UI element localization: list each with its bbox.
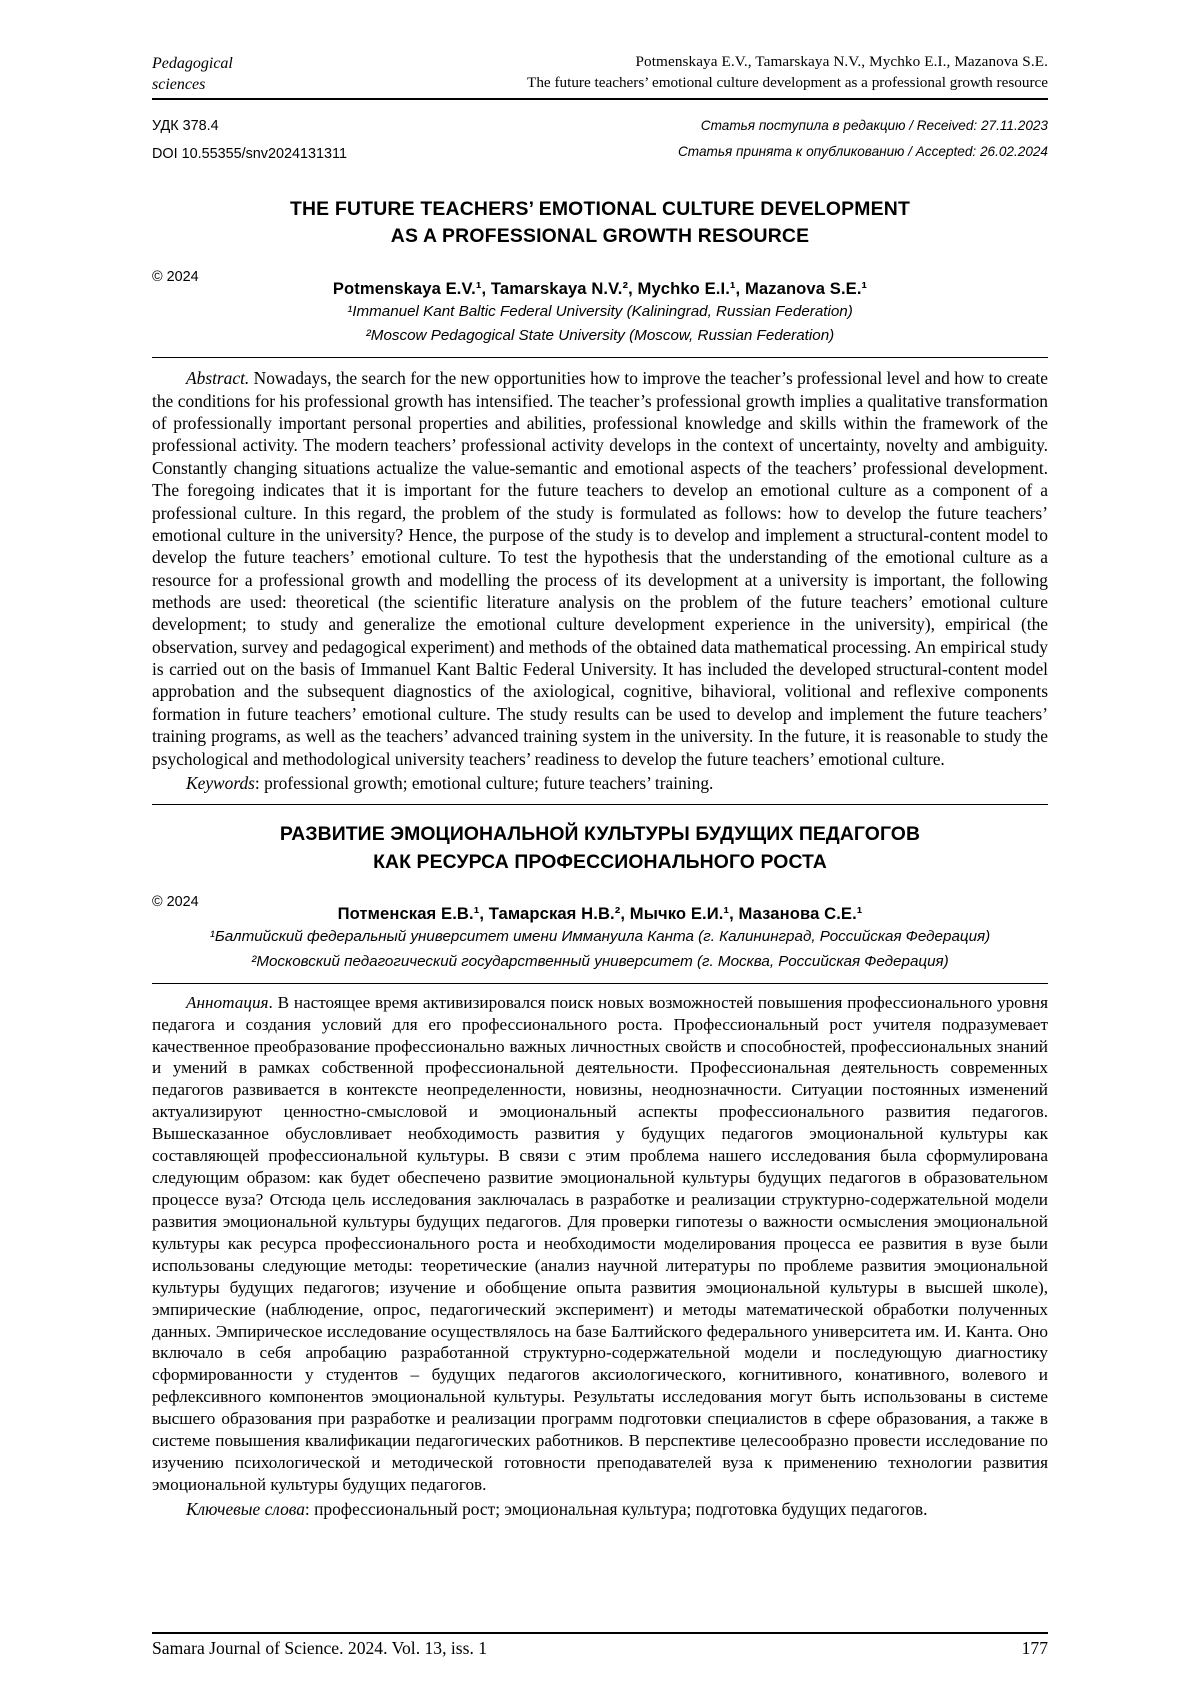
running-head-citation bbox=[233, 52, 1048, 94]
keywords-label-en: Keywords bbox=[186, 772, 255, 793]
keywords-ru bbox=[152, 1498, 1048, 1520]
abstract-ru bbox=[152, 992, 1048, 1496]
abstract-en bbox=[152, 367, 1048, 769]
authors-en: Potmenskaya E.V.¹, Tamarskaya N.V.², Mychko E.I.¹, Mazanova S.E.¹ bbox=[332, 279, 868, 299]
header-divider bbox=[152, 98, 1048, 100]
running-head-title: The future teachers’ emotional culture development as a professional growth resource bbox=[527, 73, 1048, 91]
accepted-date: Статья принята к опубликованию / Accepted: 26.02.2024 bbox=[677, 144, 1048, 160]
affiliation-ru-1: ¹Балтийский федеральный университет имени Иммануила Канта (г. Калининград, Российская Федерация) bbox=[209, 928, 991, 946]
abstract-label-en: Abstract. bbox=[186, 368, 250, 389]
received-date: Статья поступила в редакцию / Received: 27.11.2023 bbox=[700, 118, 1048, 134]
affiliation-en-2: ²Moscow Pedagogical State University (Moscow, Russian Federation) bbox=[365, 327, 835, 345]
page-number: 177 bbox=[1021, 1638, 1048, 1658]
dates-block bbox=[678, 113, 1048, 168]
article-title-en bbox=[152, 196, 1048, 251]
article-title-ru-line1: РАЗВИТИЕ ЭМОЦИОНАЛЬНОЙ КУЛЬТУРЫ БУДУЩИХ ПЕДАГОГОВ bbox=[279, 823, 921, 846]
authors-ru: Потменская Е.В.¹, Тамарская Н.В.², Мычко Е.И.¹, Мазанова С.Е.¹ bbox=[337, 904, 863, 924]
identifier-block bbox=[152, 113, 347, 168]
article-title-ru bbox=[152, 821, 1048, 876]
copyright-ru: © 2024 bbox=[152, 894, 199, 911]
keywords-label-ru: Ключевые слова bbox=[186, 1498, 305, 1519]
abstract-divider-en bbox=[152, 357, 1048, 358]
running-head bbox=[152, 52, 1048, 95]
keywords-text-ru: : профессиональный рост; эмоциональная культура; подготовка будущих педагогов. bbox=[304, 1498, 928, 1519]
article-title-en-line2: AS A PROFESSIONAL GROWTH RESOURCE bbox=[390, 225, 810, 248]
metadata-row bbox=[152, 113, 1048, 168]
udc-code: УДК 378.4 bbox=[152, 118, 219, 135]
abstract-label-ru: Аннотация bbox=[186, 992, 269, 1012]
footer-divider bbox=[152, 1632, 1048, 1634]
page-footer bbox=[152, 1632, 1048, 1659]
article-title-en-line1: THE FUTURE TEACHERS’ EMOTIONAL CULTURE DEVELOPMENT bbox=[289, 197, 911, 220]
running-head-authors: Potmenskaya E.V., Tamarskaya N.V., Mychko E.I., Mazanova S.E. bbox=[635, 53, 1048, 70]
copyright-en: © 2024 bbox=[152, 269, 199, 286]
affiliation-en-1: ¹Immanuel Kant Baltic Federal University (Kaliningrad, Russian Federation) bbox=[347, 303, 853, 321]
section-divider-ru bbox=[152, 804, 1048, 805]
running-head-section: Pedagogical sciences bbox=[152, 55, 233, 94]
abstract-text-ru: . В настоящее время активизировался поиск новых возможностей повышения профессионального уровня педагога и создания условий для его профессионального роста. Профессиональный рост учителя подразумевает качественное преобразование профессионально важных личностных свойств и способностей, профессиональных знаний и умений в рамках собственной профессиональной деятельности. Профессиональная деятельность современных педагогов развивается в контексте неопределенности, новизны, неоднозначности. Ситуации постоянных изменений актуализируют ценностно-смысловой и эмоциональный аспекты профессионального развития педагогов. Вышесказанное обусловливает необходимость развития у будущих педагогов эмоциональной культуры как составляющей профессиональной культуры. В связи с этим проблема нашего исследования была сформулирована следующим образом: как будет обеспечено развитие эмоциональной культуры будущих педагогов в образовательном процессе вуза? Отсюда цель исследования заключалась в разработке и реализации структурно-содержательной модели развития эмоциональной культуры будущих педагогов. Для проверки гипотезы о важности осмысления эмоциональной культуры как ресурса профессионального роста и необходимости моделирования процесса ее развития в вузе были использованы следующие методы: теоретические (анализ научной литературы по проблеме развития эмоциональной культуры будущих педагогов; изучение и обобщение опыта развития эмоциональной культуры в высшей школе), эмпирические (наблюдение, опрос, педагогический эксперимент) и методы математической обработки полученных данных. Эмпирическое исследование осуществлялось на базе Балтийского федерального университета им. И. Канта. Оно включало в себя апробацию разработанной структурно-содержательной модели и последующую диагностику сформированности у студентов – будущих педагогов аксиологического, когнитивного, конативного, волевого и рефлексивного компонентов эмоциональной культуры. Результаты исследования могут быть использованы в системе высшего образования при разработке и реализации программ подготовки специалистов в сфере образования, а также в системе повышения квалификации педагогических работников. В перспективе целесообразно провести исследование по изучению психологической и методической готовности преподавателей вуза к применению технологии развития эмоциональной культуры будущих педагогов. bbox=[152, 992, 1048, 1494]
keywords-en bbox=[152, 772, 1048, 794]
abstract-divider-ru bbox=[152, 983, 1048, 984]
doi-code[interactable]: DOI 10.55355/snv2024131311 bbox=[152, 145, 347, 162]
keywords-text-en: : professional growth; emotional culture; future teachers’ training. bbox=[254, 772, 714, 793]
abstract-text-en: Nowadays, the search for the new opportunities how to improve the teacher’s professional level and how to create the conditions for his professional growth has intensified. The teacher’s professional growth implies a qualitative transformation of professionally important personal properties and abilities, professional knowledge and skills within the framework of the professional activity. The modern teachers’ professional activity develops in the context of uncertainty, novelty and ambiguity. Constantly changing situations actualize the value-semantic and emotional aspects of the teachers’ professional development. The foregoing indicates that it is important for the future teachers to develop an emotional culture as a component of a professional culture. In this regard, the problem of the study is formulated as follows: how to develop the future teachers’ emotional culture in the university? Hence, the purpose of the study is to develop and implement a structural-content model to develop the future teachers’ emotional culture. To test the hypothesis that the understanding of the emotional culture as a resource for a professional growth and modelling the process of its development at a university is important, the following methods are used: theoretical (the scientific literature analysis on the problem of the future teachers’ emotional culture development; to study and generalize the emotional culture development experience in the university), empirical (the observation, survey and pedagogical experiment) and methods of the obtained data mathematical processing. An empirical study is carried out on the basis of Immanuel Kant Baltic Federal University. It has included the developed structural-content model approbation and the subsequent diagnostics of the axiological, cognitive, bihavioral, volitional and reflexive components formation in future teachers’ emotional culture. The study results can be used to develop and implement the future teachers’ training programs, as well as the teachers’ advanced training system in the university. In the future, it is reasonable to study the psychological and methodological university teachers’ readiness to develop the future teachers’ emotional culture. bbox=[152, 368, 1048, 769]
affiliation-ru-2: ²Московский педагогический государственный университет (г. Москва, Российская Федерация) bbox=[251, 952, 949, 970]
journal-citation: Samara Journal of Science. 2024. Vol. 13, iss. 1 bbox=[152, 1638, 488, 1658]
article-title-ru-line2: КАК РЕСУРСА ПРОФЕССИОНАЛЬНОГО РОСТА bbox=[373, 850, 827, 873]
